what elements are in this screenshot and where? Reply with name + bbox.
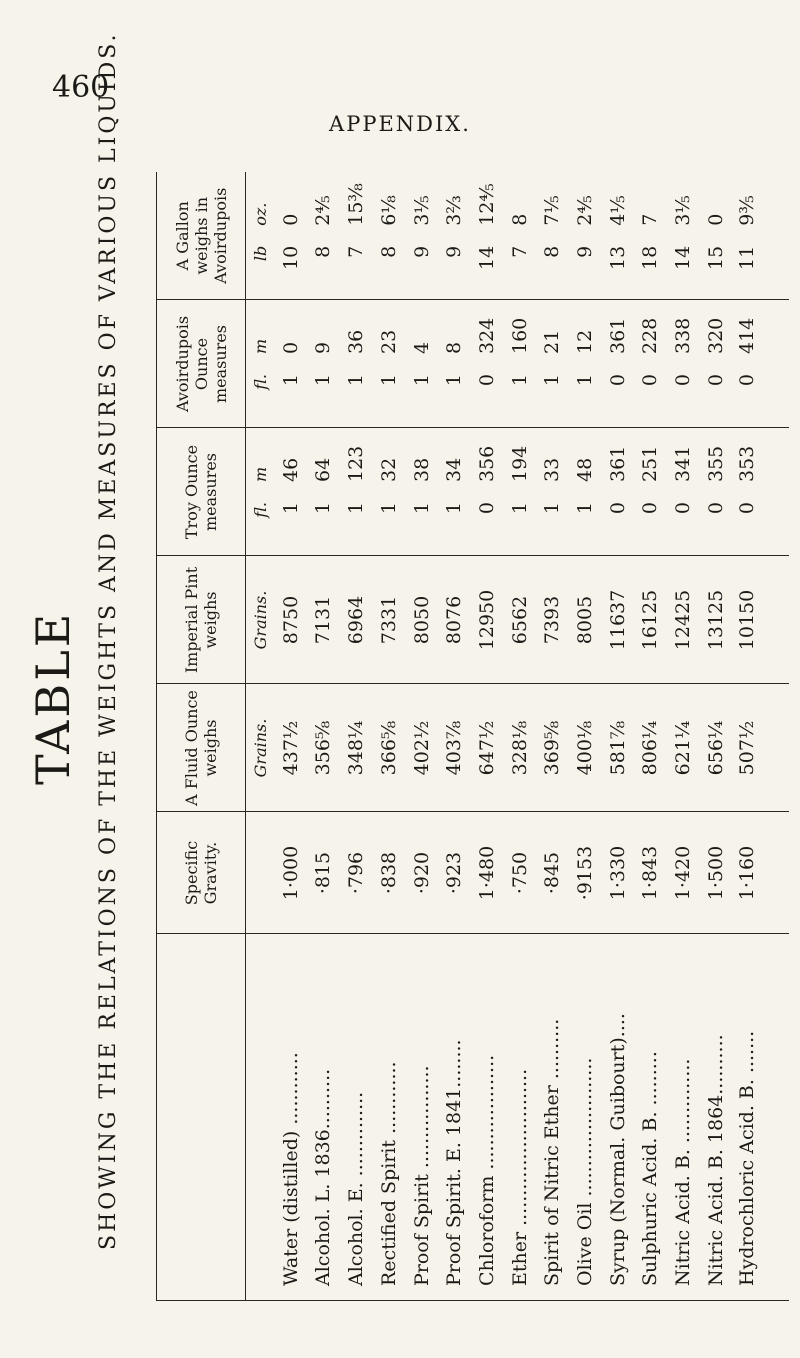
fluid-ounce-grains: 621¼ [667,684,700,812]
header-avoirdupois-ounce: Avoirdupois Ounce measures [157,300,246,428]
gallon-oz: 4⅕ [606,195,629,226]
fluid-ounce-grains: 647½ [471,684,504,812]
gallon-lb: 14 [475,245,498,270]
header-imperial-pint: Imperial Pint weighs [157,556,246,684]
table-row [700,172,733,1300]
imperial-pint-grains: 8750 [274,556,307,684]
table-row [307,172,340,1300]
avoirdupois-ounce-measure [700,300,733,428]
imperial-pint-grains: 6964 [340,556,373,684]
troy-minims: 194 [508,445,531,482]
troy-ounce-measure [700,428,733,556]
troy-ounce-measure [471,428,504,556]
gallon-weight [700,172,733,300]
troy-ounce-measure [732,428,789,556]
liquid-name: Rectified Spirit ............ [377,1061,400,1286]
gallon-oz: 3⅔ [443,195,466,226]
fluid-ounce-grains: 437½ [274,684,307,812]
gallon-weight [601,172,634,300]
troy-fl: 1 [541,502,564,515]
table-row [471,172,504,1300]
troy-minims: 356 [475,445,498,482]
specific-gravity: 1·843 [634,812,667,934]
specific-gravity: ·9153 [569,812,602,934]
specific-gravity: 1·160 [732,812,789,934]
unit-avoir [246,300,275,428]
unit-gallon-lb: lb [250,245,270,262]
gallon-weight [307,172,340,300]
gallon-oz: 9⅗ [736,195,759,226]
gallon-lb: 7 [345,245,368,258]
gallon-oz: 8 [508,213,531,226]
troy-ounce-measure [667,428,700,556]
unit-fluid: Grains. [246,684,275,812]
fluid-ounce-grains: 328⅛ [503,684,536,812]
troy-ounce-measure [340,428,373,556]
gallon-oz: 15⅜ [345,183,368,226]
specific-gravity: ·796 [340,812,373,934]
troy-ounce-measure [274,428,307,556]
liquid-name: Chloroform ................... [475,1054,498,1286]
page-number: 460 [52,70,110,105]
gallon-lb: 15 [704,245,727,270]
avoirdupois-ounce-measure [438,300,471,428]
troy-fl: 1 [574,502,597,515]
liquid-name: Alcohol. E. .............. [345,1091,368,1286]
troy-ounce-measure [438,428,471,556]
troy-ounce-measure [634,428,667,556]
running-head: APPENDIX. [329,112,471,136]
troy-ounce-measure [307,428,340,556]
avoir-fl: 0 [704,374,727,387]
unit-liquid [246,934,275,1300]
avoir-fl: 1 [443,374,466,387]
fluid-ounce-grains: 403⅞ [438,684,471,812]
fluid-ounce-grains: 507½ [732,684,789,812]
unit-gallon-oz: oz. [250,202,270,226]
avoir-minims: 21 [541,329,564,354]
fluid-ounce-grains: 402½ [405,684,438,812]
gallon-weight [274,172,307,300]
avoir-minims: 361 [606,317,629,354]
troy-minims: 361 [606,445,629,482]
avoir-minims: 36 [345,329,368,354]
avoir-fl: 0 [736,374,759,387]
liquid-name: Alcohol. L. 1836.......... [312,1068,335,1286]
avoirdupois-ounce-measure [667,300,700,428]
fluid-ounce-grains: 581⅞ [601,684,634,812]
avoir-fl: 1 [345,374,368,387]
unit-sg [246,812,275,934]
avoir-fl: 1 [508,374,531,387]
troy-minims: 355 [704,445,727,482]
specific-gravity: 1·480 [471,812,504,934]
header-gallon: A Gallon weighs in Avoirdupois [157,172,246,300]
avoir-fl: 1 [410,374,433,387]
troy-fl: 0 [704,502,727,515]
troy-minims: 33 [541,457,564,482]
unit-avoir-m: m [250,338,270,354]
liquid-name: Proof Spirit. E. 1841........ [443,1039,466,1286]
avoir-fl: 1 [377,374,400,387]
troy-ounce-measure [601,428,634,556]
avoir-minims: 23 [377,329,400,354]
avoirdupois-ounce-measure [471,300,504,428]
table-row [503,172,536,1300]
imperial-pint-grains: 7331 [373,556,406,684]
troy-fl: 1 [345,502,368,515]
specific-gravity: 1·500 [700,812,733,934]
avoirdupois-ounce-measure [274,300,307,428]
troy-ounce-measure [373,428,406,556]
table-row [569,172,602,1300]
gallon-weight [373,172,406,300]
avoirdupois-ounce-measure [569,300,602,428]
imperial-pint-grains: 12425 [667,556,700,684]
troy-minims: 123 [345,445,368,482]
header-liquid [157,934,246,1300]
avoir-minims: 0 [279,341,302,354]
avoirdupois-ounce-measure [405,300,438,428]
liquid-name: Spirit of Nitric Ether .......... [541,1018,564,1286]
avoir-minims: 324 [475,317,498,354]
gallon-lb: 11 [736,245,759,270]
fluid-ounce-grains: 366⅝ [373,684,406,812]
imperial-pint-grains: 7393 [536,556,569,684]
specific-gravity: ·815 [307,812,340,934]
gallon-lb: 8 [312,245,335,258]
table-row [340,172,373,1300]
gallon-lb: 10 [279,245,302,270]
imperial-pint-grains: 7131 [307,556,340,684]
specific-gravity: 1·330 [601,812,634,934]
troy-fl: 0 [672,502,695,515]
table-row [667,172,700,1300]
liquid-name: Proof Spirit ................. [410,1065,433,1286]
imperial-pint-grains: 8005 [569,556,602,684]
troy-fl: 1 [279,502,302,515]
avoir-fl: 1 [279,374,302,387]
imperial-pint-grains: 8076 [438,556,471,684]
gallon-lb: 9 [574,245,597,258]
gallon-lb: 9 [443,245,466,258]
avoirdupois-ounce-measure [503,300,536,428]
imperial-pint-grains: 10150 [732,556,789,684]
liquid-name: Olive Oil ....................... [574,1057,597,1286]
liquid-name: Nitric Acid. B. 1864.......... [704,1034,727,1286]
troy-fl: 0 [639,502,662,515]
troy-ounce-measure [569,428,602,556]
troy-minims: 353 [736,445,759,482]
fluid-ounce-grains: 400⅛ [569,684,602,812]
avoir-fl: 0 [639,374,662,387]
avoir-minims: 338 [672,317,695,354]
table-row [274,172,307,1300]
troy-minims: 32 [377,457,400,482]
avoirdupois-ounce-measure [732,300,789,428]
gallon-oz: 7⅕ [541,195,564,226]
unit-gallon [246,172,275,300]
troy-fl: 1 [443,502,466,515]
table-row [373,172,406,1300]
avoirdupois-ounce-measure [340,300,373,428]
troy-ounce-measure [536,428,569,556]
gallon-oz: 3⅕ [672,195,695,226]
table-row [634,172,667,1300]
avoirdupois-ounce-measure [601,300,634,428]
header-troy-ounce: Troy Ounce measures [157,428,246,556]
avoir-fl: 0 [475,374,498,387]
gallon-oz: 0 [704,213,727,226]
specific-gravity: ·845 [536,812,569,934]
avoir-minims: 228 [639,317,662,354]
avoirdupois-ounce-measure [634,300,667,428]
specific-gravity: ·923 [438,812,471,934]
specific-gravity: 1·000 [274,812,307,934]
gallon-oz: 2⅘ [574,195,597,226]
liquid-name: Syrup (Normal. Guibourt).... [606,1013,629,1286]
specific-gravity: 1·420 [667,812,700,934]
troy-minims: 341 [672,445,695,482]
gallon-oz: 0 [279,213,302,226]
unit-pint: Grains. [246,556,275,684]
imperial-pint-grains: 11637 [601,556,634,684]
imperial-pint-grains: 12950 [471,556,504,684]
unit-row [246,172,275,1300]
troy-minims: 34 [443,457,466,482]
avoir-minims: 12 [574,329,597,354]
unit-troy [246,428,275,556]
gallon-weight [634,172,667,300]
specific-gravity: ·920 [405,812,438,934]
gallon-weight [667,172,700,300]
imperial-pint-grains: 8050 [405,556,438,684]
gallon-oz: 3⅕ [410,195,433,226]
gallon-weight [503,172,536,300]
avoirdupois-ounce-measure [307,300,340,428]
gallon-lb: 18 [639,245,662,270]
liquid-name: Nitric Acid. B. .............. [672,1058,695,1286]
table-title: TABLE [26,610,80,785]
troy-fl: 1 [377,502,400,515]
troy-minims: 38 [410,457,433,482]
troy-fl: 0 [475,502,498,515]
avoir-minims: 160 [508,317,531,354]
table-row [732,172,789,1300]
liquid-name: Hydrochloric Acid. B. ....... [736,1030,759,1286]
avoir-minims: 9 [312,341,335,354]
troy-fl: 1 [410,502,433,515]
avoir-fl: 0 [606,374,629,387]
avoir-minims: 414 [736,317,759,354]
gallon-lb: 8 [541,245,564,258]
liquids-table-frame [156,172,789,1301]
gallon-weight [536,172,569,300]
troy-minims: 48 [574,457,597,482]
liquid-name: Ether .......................... [508,1068,531,1286]
troy-ounce-measure [503,428,536,556]
gallon-weight [438,172,471,300]
avoir-fl: 0 [672,374,695,387]
avoir-fl: 1 [574,374,597,387]
avoirdupois-ounce-measure [536,300,569,428]
gallon-weight [471,172,504,300]
gallon-lb: 13 [606,245,629,270]
table-row [601,172,634,1300]
gallon-lb: 8 [377,245,400,258]
troy-fl: 1 [508,502,531,515]
table-row [438,172,471,1300]
header-specific-gravity: Specific Gravity. [157,812,246,934]
unit-avoir-fl: fl. [250,374,270,390]
gallon-oz: 2⅘ [312,195,335,226]
liquid-name: Water (distilled) ............ [279,1052,302,1286]
imperial-pint-grains: 6562 [503,556,536,684]
avoir-minims: 8 [443,341,466,354]
liquids-table [157,172,789,1300]
table-row [405,172,438,1300]
fluid-ounce-grains: 369⅝ [536,684,569,812]
unit-troy-m: m [250,466,270,482]
troy-minims: 46 [279,457,302,482]
gallon-lb: 14 [672,245,695,270]
avoir-fl: 1 [541,374,564,387]
gallon-weight [405,172,438,300]
specific-gravity: ·750 [503,812,536,934]
avoir-fl: 1 [312,374,335,387]
troy-minims: 251 [639,445,662,482]
gallon-weight [732,172,789,300]
gallon-oz: 7 [639,213,662,226]
fluid-ounce-grains: 356⅝ [307,684,340,812]
header-row [157,172,246,1300]
header-fluid-ounce: A Fluid Ounce weighs [157,684,246,812]
gallon-weight [340,172,373,300]
fluid-ounce-grains: 806¼ [634,684,667,812]
unit-troy-fl: fl. [250,502,270,518]
avoir-minims: 320 [704,317,727,354]
liquids-table-rotated [157,172,789,1300]
table-subtitle: SHOWING THE RELATIONS OF THE WEIGHTS AND MEASURES OF VARIOUS LIQUIDS. [96,31,121,1250]
troy-fl: 0 [736,502,759,515]
troy-minims: 64 [312,457,335,482]
avoirdupois-ounce-measure [373,300,406,428]
avoir-minims: 4 [410,341,433,354]
fluid-ounce-grains: 656¼ [700,684,733,812]
gallon-lb: 7 [508,245,531,258]
liquid-name: Sulphuric Acid. B. ......... [639,1051,662,1286]
gallon-oz: 6⅛ [377,195,400,226]
gallon-oz: 12⅘ [475,183,498,226]
gallon-weight [569,172,602,300]
table-body [246,172,790,1300]
fluid-ounce-grains: 348¼ [340,684,373,812]
table-row [536,172,569,1300]
troy-fl: 0 [606,502,629,515]
gallon-lb: 9 [410,245,433,258]
troy-fl: 1 [312,502,335,515]
specific-gravity: ·838 [373,812,406,934]
imperial-pint-grains: 13125 [700,556,733,684]
troy-ounce-measure [405,428,438,556]
imperial-pint-grains: 16125 [634,556,667,684]
